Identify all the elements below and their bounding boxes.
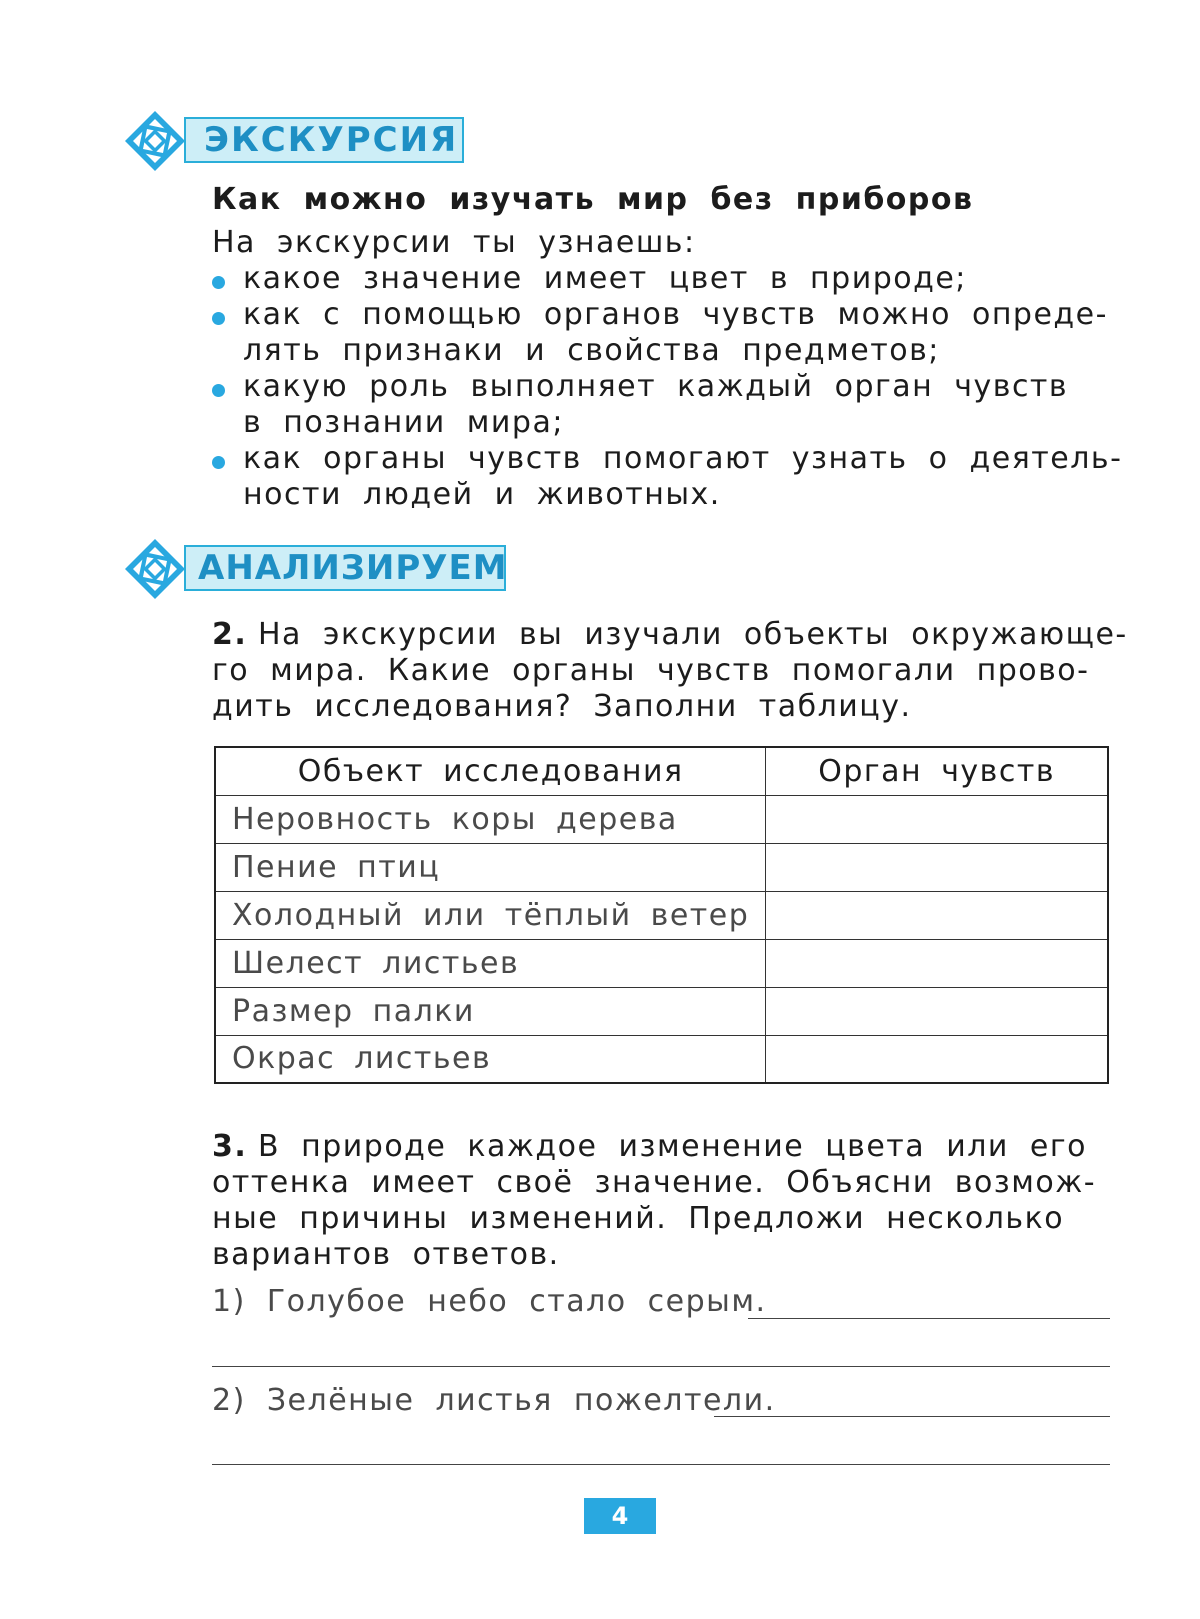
table-header-row bbox=[215, 747, 1108, 795]
task-text-line: На экскурсии вы изучали объекты окружающе- bbox=[258, 617, 1128, 652]
task-text-line: го мира. Какие органы чувств помогали прово- bbox=[212, 653, 1090, 688]
answer-prompt: 2) Зелёные листья пожелтели. bbox=[212, 1383, 776, 1418]
section-emblem-icon bbox=[124, 538, 186, 600]
bullet-dot bbox=[212, 276, 225, 289]
table-row bbox=[215, 987, 1108, 1035]
column-header: Орган чувств bbox=[766, 747, 1108, 795]
section-banner-analyze: АНАЛИЗИРУЕМ bbox=[184, 545, 506, 591]
object-cell: Окрас листьев bbox=[215, 1035, 766, 1083]
answer-cell[interactable] bbox=[766, 1035, 1108, 1083]
answer-prompt: 1) Голубое небо стало серым. bbox=[212, 1284, 767, 1319]
bullet-dot bbox=[212, 312, 225, 325]
answer-cell[interactable] bbox=[766, 795, 1108, 843]
bullet-line: в познании мира; bbox=[243, 405, 564, 440]
table-row bbox=[215, 795, 1108, 843]
research-table bbox=[214, 746, 1109, 1084]
answer-line[interactable] bbox=[714, 1416, 1110, 1417]
bullet-dot bbox=[212, 456, 225, 469]
object-cell: Неровность коры дерева bbox=[215, 795, 766, 843]
table-row bbox=[215, 891, 1108, 939]
answer-cell[interactable] bbox=[766, 987, 1108, 1035]
task-number: 3. bbox=[212, 1129, 248, 1164]
object-cell: Холодный или тёплый ветер bbox=[215, 891, 766, 939]
answer-cell[interactable] bbox=[766, 891, 1108, 939]
table-row bbox=[215, 843, 1108, 891]
object-cell: Размер палки bbox=[215, 987, 766, 1035]
bullet-line: как органы чувств помогают узнать о деятель- bbox=[243, 441, 1123, 476]
answer-line[interactable] bbox=[212, 1464, 1110, 1465]
object-cell: Шелест листьев bbox=[215, 939, 766, 987]
bullet-dot bbox=[212, 384, 225, 397]
bullet-line: лять признаки и свойства предметов; bbox=[243, 333, 940, 368]
table-row bbox=[215, 1035, 1108, 1083]
intro-text: На экскурсии ты узнаешь: bbox=[212, 225, 696, 260]
task-text-line: ные причины изменений. Предложи несколько bbox=[212, 1201, 1065, 1236]
task-text-line: вариантов ответов. bbox=[212, 1237, 560, 1272]
section-heading: Как можно изучать мир без приборов bbox=[212, 182, 974, 217]
section-emblem-icon bbox=[124, 110, 186, 172]
task-number: 2. bbox=[212, 617, 248, 652]
task-text-line: оттенка имеет своё значение. Объясни возмож- bbox=[212, 1165, 1097, 1200]
page-number: 4 bbox=[584, 1498, 656, 1534]
bullet-line: какое значение имеет цвет в природе; bbox=[243, 261, 967, 296]
bullet-line: как с помощью органов чувств можно опреде- bbox=[243, 297, 1108, 332]
bullet-line: ности людей и животных. bbox=[243, 477, 721, 512]
bullet-line: какую роль выполняет каждый орган чувств bbox=[243, 369, 1069, 404]
answer-line[interactable] bbox=[748, 1318, 1110, 1319]
answer-cell[interactable] bbox=[766, 843, 1108, 891]
task-text-line: дить исследования? Заполни таблицу. bbox=[212, 689, 912, 724]
task-text-line: В природе каждое изменение цвета или его bbox=[258, 1129, 1087, 1164]
object-cell: Пение птиц bbox=[215, 843, 766, 891]
column-header: Объект исследования bbox=[215, 747, 766, 795]
answer-line[interactable] bbox=[212, 1366, 1110, 1367]
table-row bbox=[215, 939, 1108, 987]
section-banner-excursion: ЭКСКУРСИЯ bbox=[184, 117, 464, 163]
answer-cell[interactable] bbox=[766, 939, 1108, 987]
